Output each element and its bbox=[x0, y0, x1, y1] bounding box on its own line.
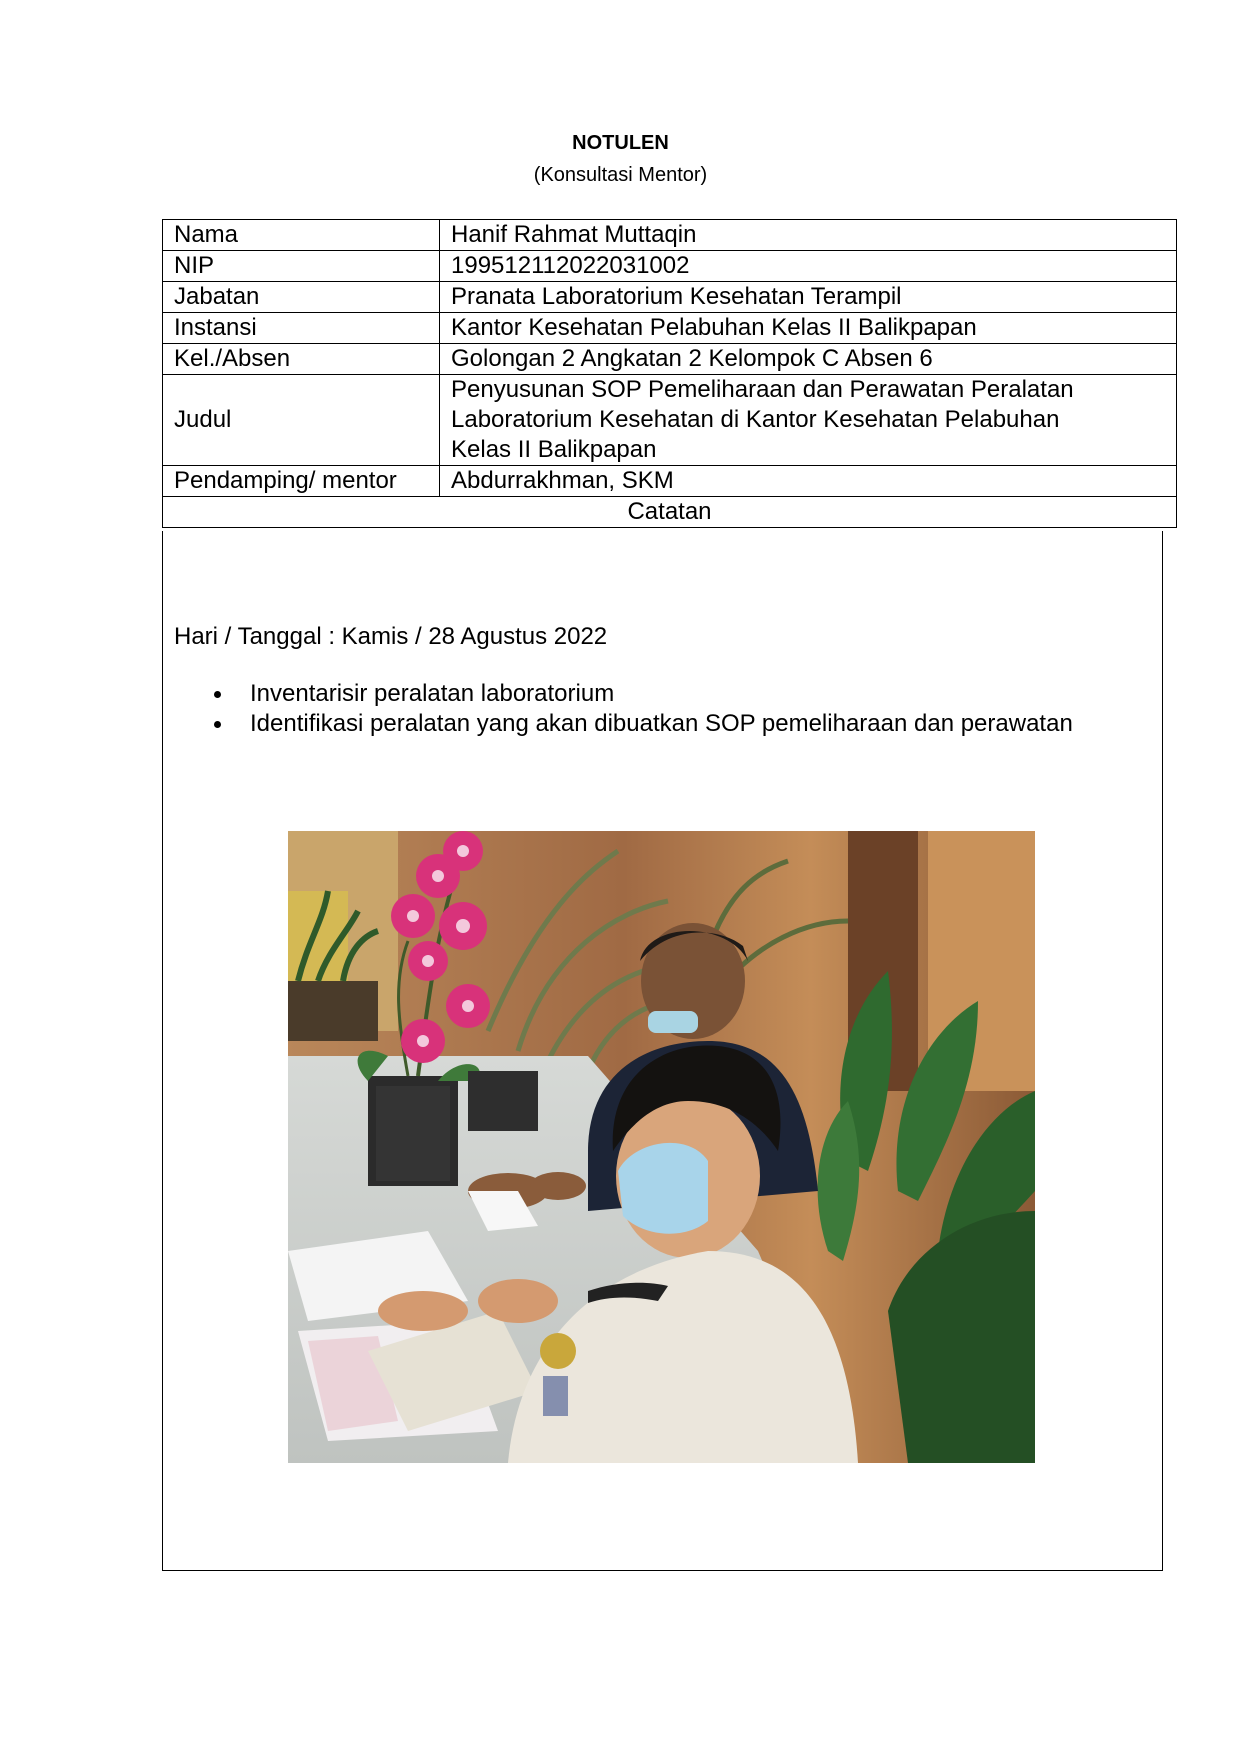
table-row bbox=[163, 282, 1177, 313]
table-row bbox=[163, 344, 1177, 375]
row-value: Kantor Kesehatan Pelabuhan Kelas II Balikpapan bbox=[440, 313, 1177, 344]
row-value: Hanif Rahmat Muttaqin bbox=[440, 220, 1177, 251]
section-header: Catatan bbox=[163, 497, 1177, 528]
notes-section bbox=[162, 531, 1163, 1571]
row-value: Pranata Laboratorium Kesehatan Terampil bbox=[440, 282, 1177, 313]
row-label: NIP bbox=[163, 251, 440, 282]
list-item bbox=[163, 709, 1073, 739]
row-label: Kel./Absen bbox=[163, 344, 440, 375]
row-value-multiline bbox=[440, 375, 1177, 466]
list-item-text: Identifikasi peralatan yang akan dibuatkan SOP pemeliharaan dan perawatan bbox=[250, 710, 1073, 737]
row-label: Jabatan bbox=[163, 282, 440, 313]
table-row bbox=[163, 251, 1177, 282]
meeting-photo bbox=[288, 831, 1035, 1463]
table-row bbox=[163, 220, 1177, 251]
row-label: Nama bbox=[163, 220, 440, 251]
table-row bbox=[163, 313, 1177, 344]
title-line: Penyusunan SOP Pemeliharaan dan Perawatan Peralatan bbox=[451, 376, 1074, 403]
table-row bbox=[163, 497, 1177, 528]
document-subtitle: (Konsultasi Mentor) bbox=[533, 164, 708, 186]
table-row bbox=[163, 375, 1177, 466]
title-line: Kelas II Balikpapan bbox=[451, 436, 657, 463]
document-title: NOTULEN bbox=[572, 132, 669, 154]
row-value: Golongan 2 Angkatan 2 Kelompok C Absen 6 bbox=[440, 344, 1177, 375]
list-item bbox=[163, 679, 1073, 709]
row-label: Judul bbox=[163, 375, 440, 466]
row-value: Abdurrakhman, SKM bbox=[440, 466, 1177, 497]
bullet-icon bbox=[214, 691, 221, 698]
title-line: Laboratorium Kesehatan di Kantor Kesehatan Pelabuhan bbox=[451, 406, 1060, 433]
list-item-text: Inventarisir peralatan laboratorium bbox=[250, 680, 615, 707]
table-row bbox=[163, 466, 1177, 497]
bullet-icon bbox=[214, 721, 221, 728]
row-label: Pendamping/ mentor bbox=[163, 466, 440, 497]
row-label: Instansi bbox=[163, 313, 440, 344]
info-table bbox=[162, 219, 1177, 528]
row-value: 199512112022031002 bbox=[440, 251, 1177, 282]
date-line: Hari / Tanggal : Kamis / 28 Agustus 2022 bbox=[174, 623, 608, 650]
notes-list bbox=[163, 679, 1073, 739]
